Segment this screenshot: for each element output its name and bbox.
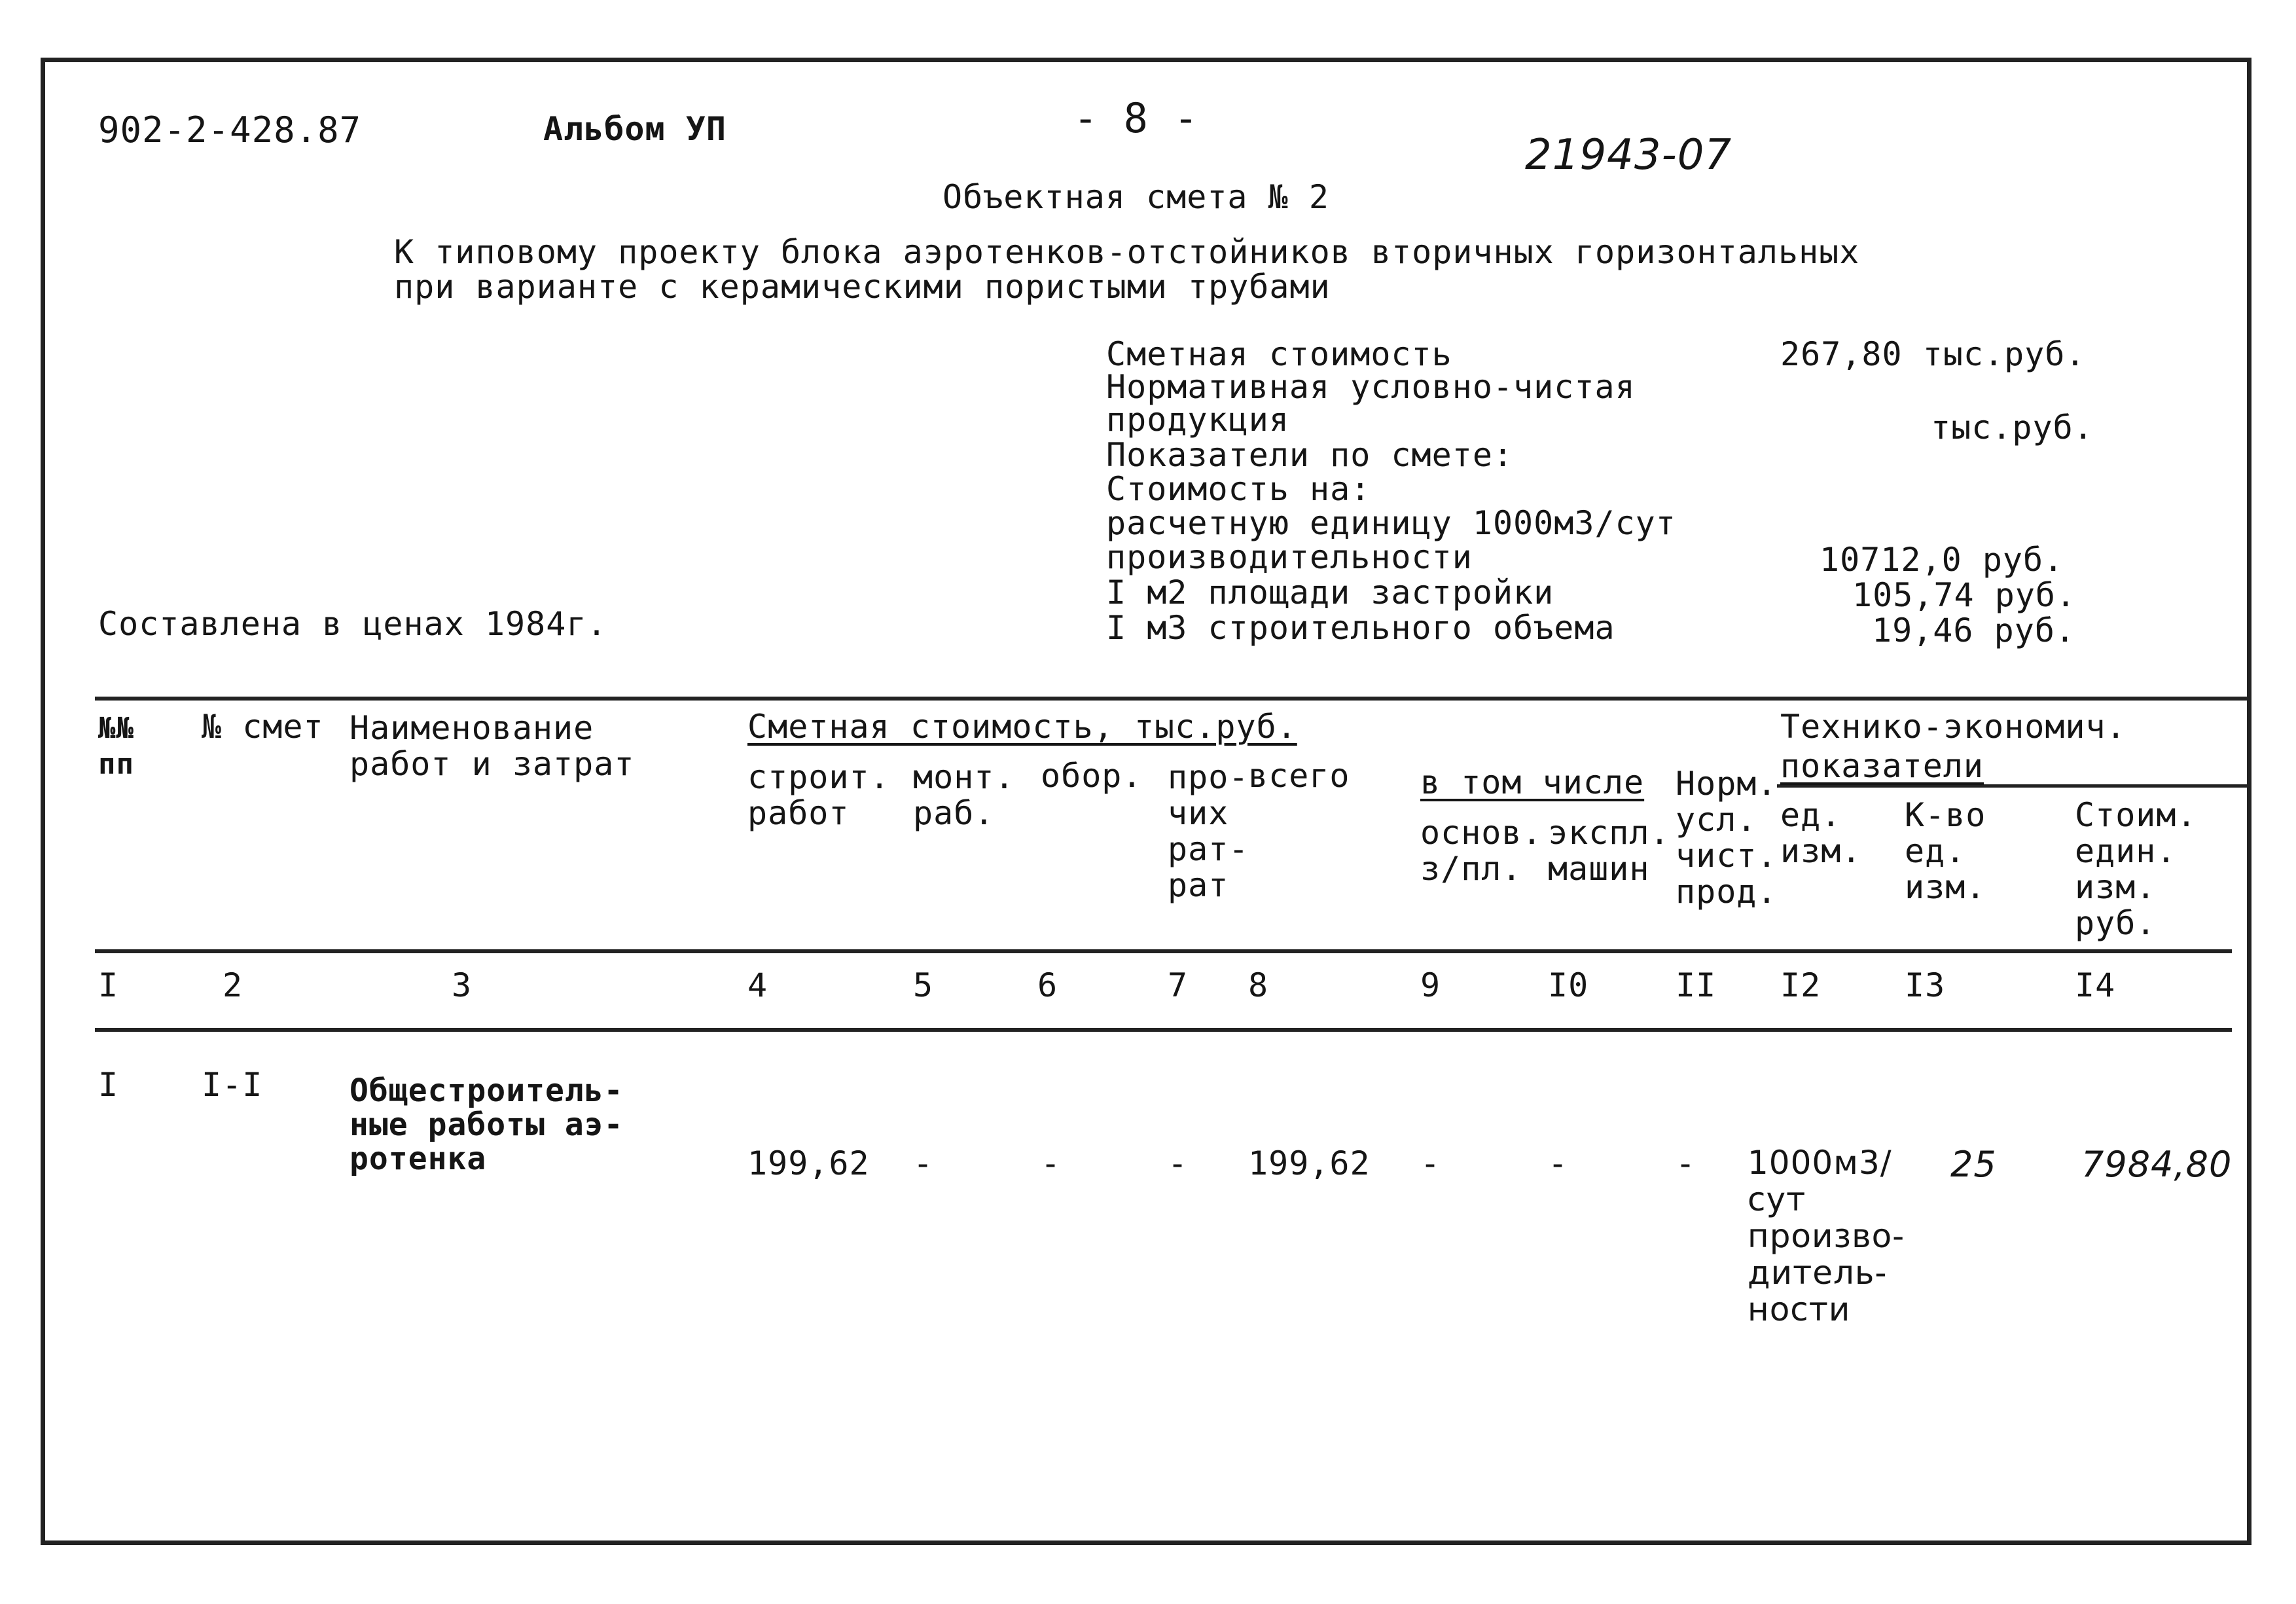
column-numbers-rule	[95, 1028, 2232, 1032]
row-unit: 1000м3/ сут произво- дитель- ности	[1748, 1144, 1905, 1328]
norm-label-line-1: Нормативная условно-чистая	[1106, 368, 1636, 406]
header-name: Наименование работ и затрат	[350, 709, 635, 783]
header-construction: строит. работ	[747, 758, 890, 832]
unit-label-line-2: производительности	[1106, 538, 1473, 576]
row-total: 199,62	[1248, 1144, 1371, 1182]
indicators-label: Показатели по смете:	[1106, 436, 1514, 474]
header-cost-group: Сметная стоимость, тыс.руб.	[747, 708, 1297, 746]
subtitle-line-2: при варианте с керамическими пористыми трубами	[394, 268, 1331, 306]
header-quantity: К-во ед. изм.	[1905, 796, 1986, 906]
header-total: всего	[1248, 757, 1350, 795]
row-unit-cost: 7984,80	[2081, 1144, 2233, 1185]
row-installation: -	[913, 1144, 934, 1182]
header-other: про- чих рат- рат	[1168, 758, 1249, 904]
row-norm-production: -	[1676, 1144, 1696, 1182]
row-name: Общестроитель- ные работы аэ- ротенка	[350, 1072, 624, 1177]
column-number: 7	[1168, 966, 1189, 1004]
row-quantity: 25	[1950, 1144, 1997, 1185]
header-unit: ед. изм.	[1780, 796, 1862, 870]
album-label: Альбом УП	[543, 110, 726, 148]
header-tech-group: Технико-экономич.	[1780, 708, 2126, 746]
header-norm-production: Норм. усл. чист. прод.	[1676, 765, 1778, 911]
cost-label: Сметная стоимость	[1106, 335, 1452, 373]
row-construction: 199,62	[747, 1144, 870, 1182]
prices-note: Составлена в ценах 1984г.	[98, 605, 607, 643]
header-equipment: обор.	[1041, 757, 1143, 795]
norm-label-line-2: продукция	[1106, 401, 1289, 439]
column-number: 5	[913, 966, 934, 1004]
header-machines: экспл. машин	[1548, 814, 1670, 888]
volume-label: I м3 строительного объема	[1106, 609, 1615, 647]
header-including: в том числе	[1420, 763, 1645, 801]
column-number: 2	[223, 966, 243, 1004]
column-number: I4	[2075, 966, 2116, 1004]
cost-per-label: Стоимость на:	[1106, 470, 1371, 508]
column-number: 6	[1037, 966, 1058, 1004]
norm-value: тыс.руб.	[1931, 409, 2094, 447]
header-estimate-no: № смет	[202, 708, 324, 746]
table-top-rule	[95, 697, 2248, 701]
column-number: I2	[1780, 966, 1821, 1004]
column-number: II	[1676, 966, 1717, 1004]
cost-value: 267,80 тыс.руб.	[1780, 335, 2086, 373]
row-other: -	[1168, 1144, 1189, 1182]
area-value: 105,74 руб.	[1852, 576, 2077, 614]
header-indicators: показатели	[1780, 747, 1984, 785]
column-number: I3	[1905, 966, 1946, 1004]
column-number: I0	[1548, 966, 1589, 1004]
unit-label-line-1: расчетную единицу 1000м3/сут	[1106, 504, 1676, 542]
column-number: 4	[747, 966, 768, 1004]
header-unit-cost: Стоим. един. изм. руб.	[2075, 796, 2197, 942]
doc-number: 21943-07	[1525, 131, 1732, 179]
column-number: 3	[452, 966, 473, 1004]
column-number: I	[98, 966, 119, 1004]
header-base-salary: основ. з/пл.	[1420, 814, 1543, 888]
area-label: I м2 площади застройки	[1106, 574, 1554, 611]
subtitle-line-1: К типовому проекту блока аэротенков-отстойников вторичных горизонтальных	[394, 233, 1860, 271]
row-num: I	[98, 1066, 119, 1104]
page-number: - 8 -	[1073, 94, 1199, 142]
row-base-salary: -	[1420, 1144, 1441, 1182]
row-estimate-no: I-I	[202, 1066, 263, 1104]
document-title: Объектная смета № 2	[942, 178, 1329, 216]
volume-value: 19,46 руб.	[1872, 611, 2076, 649]
project-code: 902-2-428.87	[98, 109, 362, 151]
header-bottom-rule	[95, 949, 2232, 953]
header-installation: монт. раб.	[913, 758, 1015, 832]
row-equipment: -	[1041, 1144, 1062, 1182]
row-machines: -	[1548, 1144, 1569, 1182]
unit-value: 10712,0 руб.	[1820, 541, 2064, 579]
column-number: 8	[1248, 966, 1269, 1004]
column-number: 9	[1420, 966, 1441, 1004]
header-num: №№ пп	[98, 712, 134, 781]
